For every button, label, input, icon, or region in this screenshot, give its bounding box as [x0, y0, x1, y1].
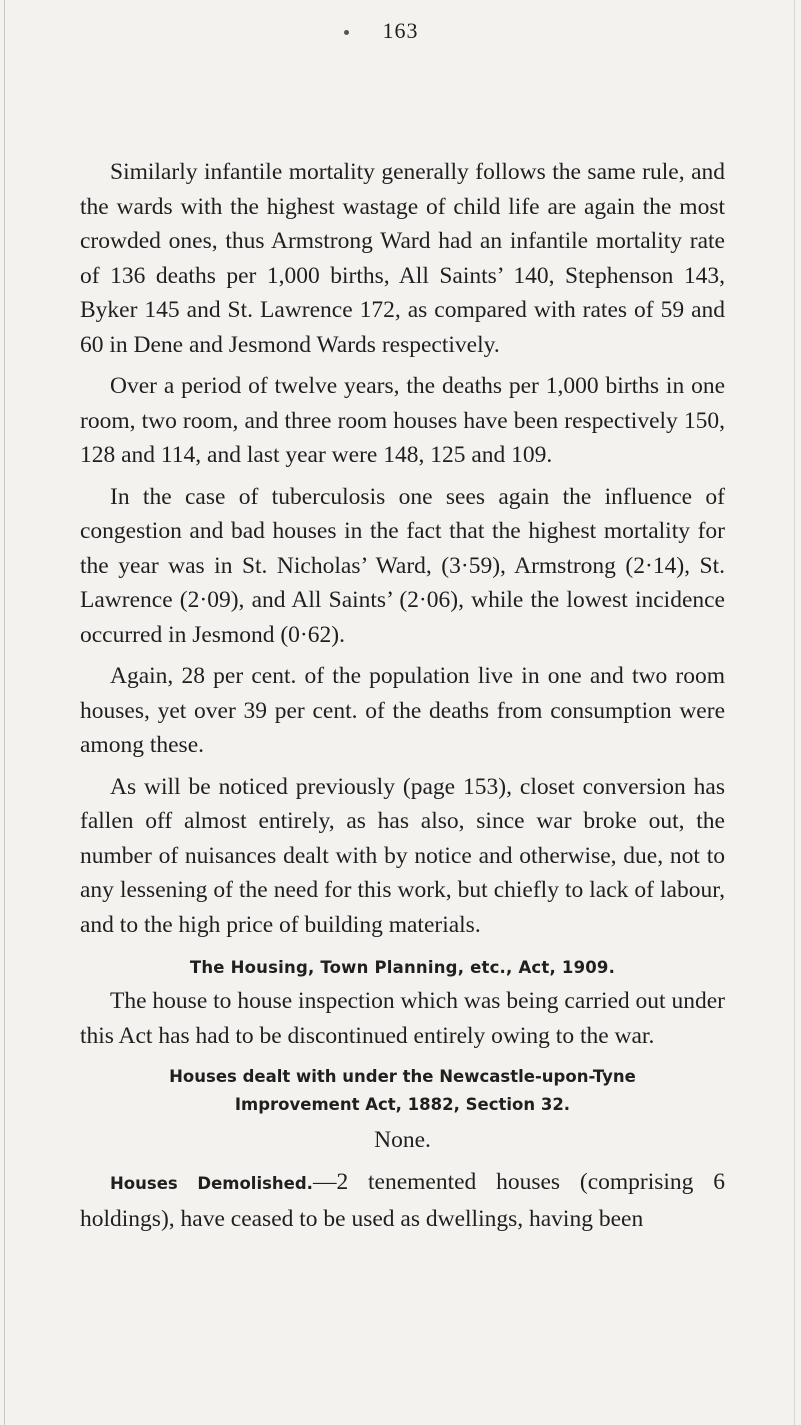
- houses-demolished-heading: Houses Demolished.: [110, 1174, 313, 1193]
- paragraph-housing-act: The house to house inspection which was being carried out under this Act has had to be discontinued entirely owing to the war.: [80, 988, 725, 1049]
- improvement-act-result: None.: [374, 1127, 431, 1153]
- paragraph-closet-conversion: As will be noticed previously (page 153), closet conversion has fallen off almost entirely, as has also, since war broke out, the number of nuisances dealt with by notice and otherwise, due, not to any lessening of the need for this work, but chiefly to lack of labour, and to the high price of building materials.: [80, 773, 725, 938]
- paragraph-population: Again, 28 per cent. of the population live in one and two room houses, yet over 39 per cent. of the deaths from consumption were among these.: [80, 663, 725, 758]
- section-heading-improvement-act-line-2: Improvement Act, 1882, Section 32.: [234, 1095, 571, 1114]
- page-edge-right: [794, 0, 795, 1425]
- paragraph-tuberculosis: In the case of tuberculosis one sees again the influence of congestion and bad houses in the fact that the highest mortality for the year was in St. Nicholas’ Ward, (3·59), Armstrong (2·14), St. Lawrence (2·09), and All Saints’ (2·06), while the lowest incidence occurred in Jesmond (0·62).: [80, 483, 725, 648]
- paragraph-houses-demolished: [80, 1165, 725, 1236]
- section-heading-housing-act: The Housing, Town Planning, etc., Act, 1909.: [189, 958, 616, 977]
- paragraph-deaths-per-births: Over a period of twelve years, the deaths per 1,000 births in one room, two room, and three room houses have been respectively 150, 128 and 114, and last year were 148, 125 and 109.: [80, 373, 725, 468]
- page-content: [80, 155, 725, 1236]
- page-edge-left: [4, 0, 5, 1425]
- section-heading-improvement-act: [80, 1063, 725, 1119]
- section-heading-improvement-act-line-1: Houses dealt with under the Newcastle-upon-Tyne: [169, 1067, 636, 1086]
- page-number: 163: [382, 18, 419, 43]
- paragraph-infantile-mortality: Similarly infantile mortality generally follows the same rule, and the wards with the highest wastage of child life are again the most crowded ones, thus Armstrong Ward had an infantile mortality rate of 136 deaths per 1,000 births, All Saints’ 140, Stephenson 143, Byker 145 and St. Lawrence 172, as compared with rates of 59 and 60 in Dene and Jesmond Wards respectively.: [80, 159, 725, 358]
- houses-demolished-text: —2 tenemented houses (comprising 6 holdings), have ceased to be used as dwellings, having been: [80, 1169, 725, 1232]
